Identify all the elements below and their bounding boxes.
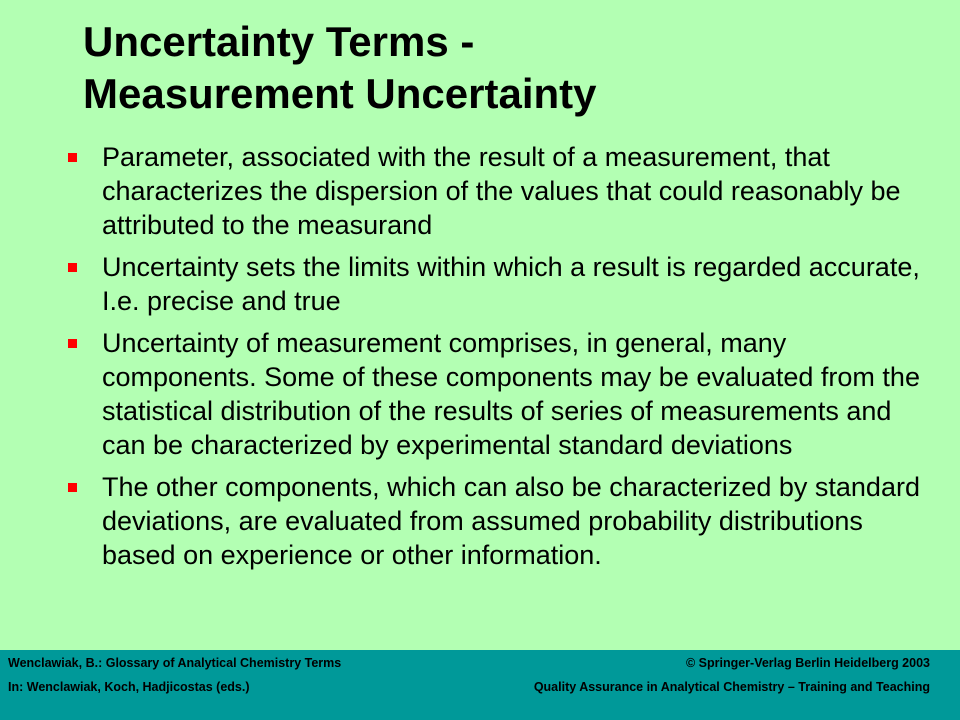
footer-book-title: Quality Assurance in Analytical Chemistry – Training and Teaching bbox=[533, 680, 930, 694]
bullet-item bbox=[0, 326, 960, 462]
bullet-square-icon bbox=[68, 263, 77, 272]
footer-copyright: © Springer-Verlag Berlin Heidelberg 2003 bbox=[685, 656, 930, 670]
title-line-1: Uncertainty Terms - bbox=[83, 18, 475, 65]
bullet-text: Parameter, associated with the result of a measurement, that characterizes the dispersion of the values that could reasonably be attributed to the measurand bbox=[102, 142, 901, 240]
footer-citation: Wenclawiak, B.: Glossary of Analytical Chemistry Terms bbox=[8, 656, 342, 670]
bullet-list bbox=[0, 140, 960, 580]
bullet-item bbox=[0, 250, 960, 318]
bullet-text: Uncertainty sets the limits within which a result is regarded accurate, I.e. precise and true bbox=[102, 252, 920, 316]
title-line-2: Measurement Uncertainty bbox=[83, 70, 597, 117]
bullet-square-icon bbox=[68, 339, 77, 348]
footer-editors: In: Wenclawiak, Koch, Hadjicostas (eds.) bbox=[8, 680, 250, 694]
slide-title bbox=[83, 16, 943, 120]
bullet-square-icon bbox=[68, 483, 77, 492]
footer-row-1 bbox=[8, 656, 930, 670]
bullet-text: The other components, which can also be characterized by standard deviations, are evaluated from assumed probability distributions based on experience or other information. bbox=[102, 472, 920, 570]
bullet-text: Uncertainty of measurement comprises, in general, many components. Some of these components may be evaluated from the statistical distribution of the results of series of measurements and can be characterized by experimental standard deviations bbox=[102, 328, 920, 460]
footer-band bbox=[0, 650, 960, 720]
bullet-square-icon bbox=[68, 153, 77, 162]
bullet-item bbox=[0, 140, 960, 242]
footer-row-2 bbox=[8, 680, 930, 694]
bullet-item bbox=[0, 470, 960, 572]
